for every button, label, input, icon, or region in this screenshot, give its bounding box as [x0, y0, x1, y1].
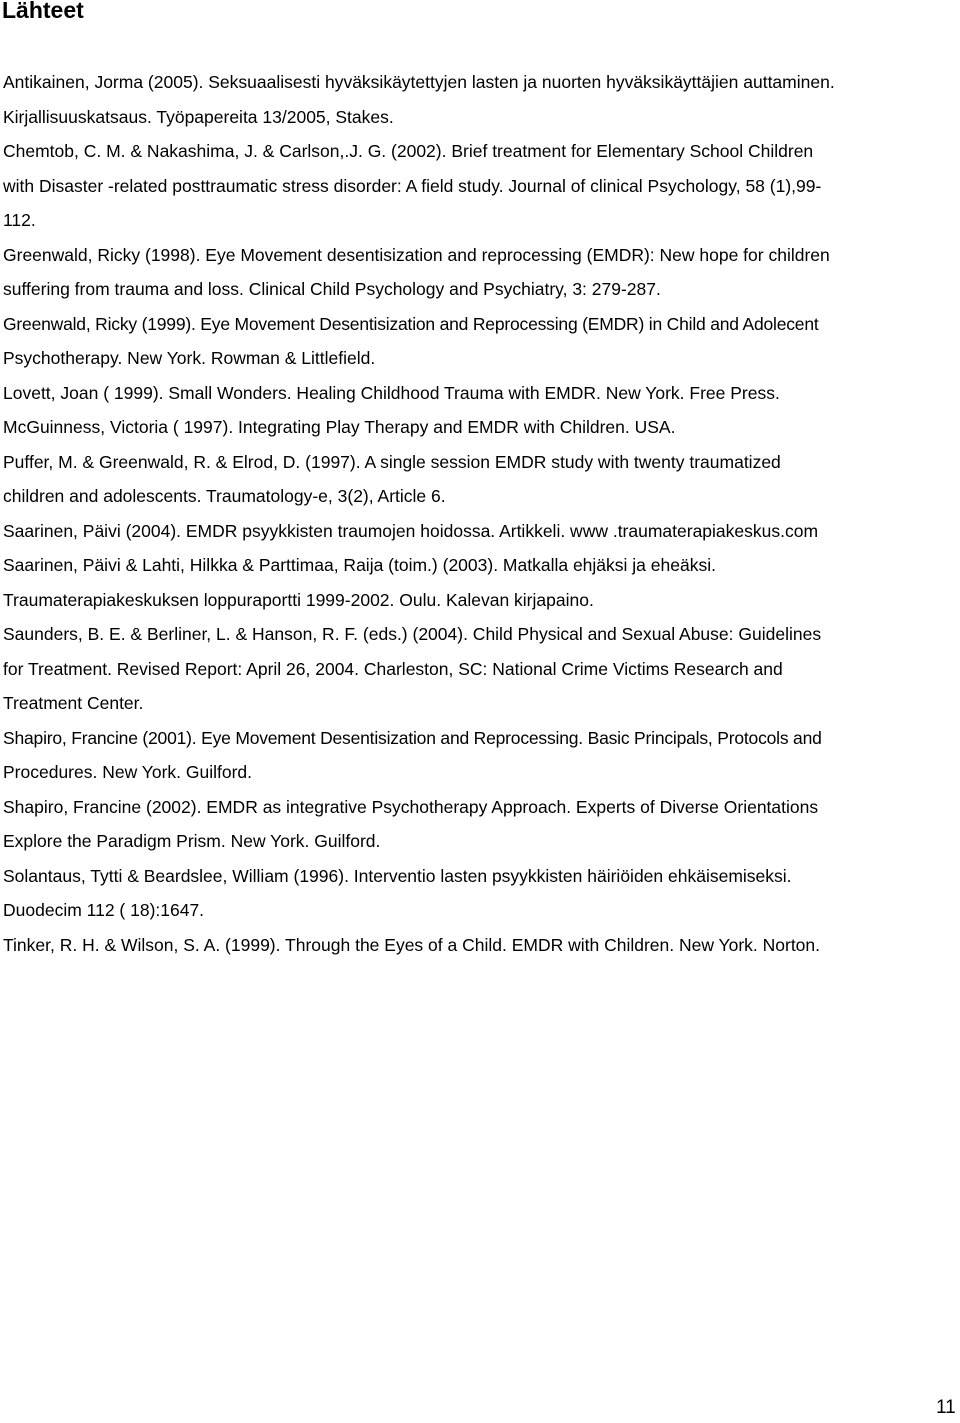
reference-line: Saarinen, Päivi (2004). EMDR psyykkisten traumojen hoidossa. Artikkeli. www .traumaterapiakeskus.com	[3, 520, 819, 541]
reference-line: Explore the Paradigm Prism. New York. Guilford.	[3, 831, 381, 851]
reference-line: Puffer, M. & Greenwald, R. & Elrod, D. (1997). A single session EMDR study with twenty traumatized	[3, 451, 781, 472]
reference-line: Shapiro, Francine (2001). Eye Movement Desentisization and Reprocessing. Basic Principals, Protocols and	[3, 727, 822, 748]
reference-line: Duodecim 112 ( 18):1647.	[3, 900, 205, 920]
reference-line: Lovett, Joan ( 1999). Small Wonders. Healing Childhood Trauma with EMDR. New York. Free Press.	[3, 382, 780, 403]
reference-line: Antikainen, Jorma (2005). Seksuaalisesti hyväksikäytettyjen lasten ja nuorten hyväksikäyttäjien auttaminen.	[3, 72, 835, 92]
reference-line: Greenwald, Ricky (1999). Eye Movement Desentisization and Reprocessing (EMDR) in Child and Adolecent	[3, 313, 819, 334]
reference-line: Psychotherapy. New York. Rowman & Littlefield.	[3, 348, 376, 368]
reference-line: 112.	[3, 210, 36, 230]
reference-line: Shapiro, Francine (2002). EMDR as integrative Psychotherapy Approach. Experts of Diverse Orientations	[3, 796, 819, 817]
reference-line: McGuinness, Victoria ( 1997). Integrating Play Therapy and EMDR with Children. USA.	[3, 417, 676, 437]
reference-line: Solantaus, Tytti & Beardslee, William (1996). Interventio lasten psyykkisten häiriöiden ehkäisemiseksi.	[3, 865, 792, 886]
reference-line: Treatment Center.	[3, 693, 144, 713]
reference-line: for Treatment. Revised Report: April 26, 2004. Charleston, SC: National Crime Victims Research and	[3, 658, 783, 679]
reference-line: Procedures. New York. Guilford.	[3, 762, 253, 782]
page-number: 11	[936, 1397, 956, 1418]
reference-line: children and adolescents. Traumatology-e, 3(2), Article 6.	[3, 486, 446, 506]
reference-line: Traumaterapiakeskuksen loppuraportti 1999-2002. Oulu. Kalevan kirjapaino.	[3, 589, 594, 610]
reference-line: Saunders, B. E. & Berliner, L. & Hanson, R. F. (eds.) (2004). Child Physical and Sexual Abuse: Guidelines	[3, 624, 822, 644]
reference-line: with Disaster -related posttraumatic stress disorder: A field study. Journal of clinical Psychology, 58 (1),99-	[3, 175, 822, 196]
reference-line: Saarinen, Päivi & Lahti, Hilkka & Parttimaa, Raija (toim.) (2003). Matkalla ehjäksi ja eheäksi.	[3, 555, 716, 575]
reference-list	[3, 65, 960, 962]
reference-line: Kirjallisuuskatsaus. Työpapereita 13/2005, Stakes.	[3, 106, 394, 127]
reference-line: Tinker, R. H. & Wilson, S. A. (1999). Through the Eyes of a Child. EMDR with Children. New York. Norton.	[3, 934, 821, 955]
page-heading: Lähteet	[2, 0, 84, 23]
reference-line: Greenwald, Ricky (1998). Eye Movement desentisization and reprocessing (EMDR): New hope for children	[3, 244, 830, 265]
reference-line: suffering from trauma and loss. Clinical Child Psychology and Psychiatry, 3: 279-287.	[3, 279, 661, 299]
reference-line: Chemtob, C. M. & Nakashima, J. & Carlson,.J. G. (2002). Brief treatment for Elementary School Children	[3, 141, 814, 161]
